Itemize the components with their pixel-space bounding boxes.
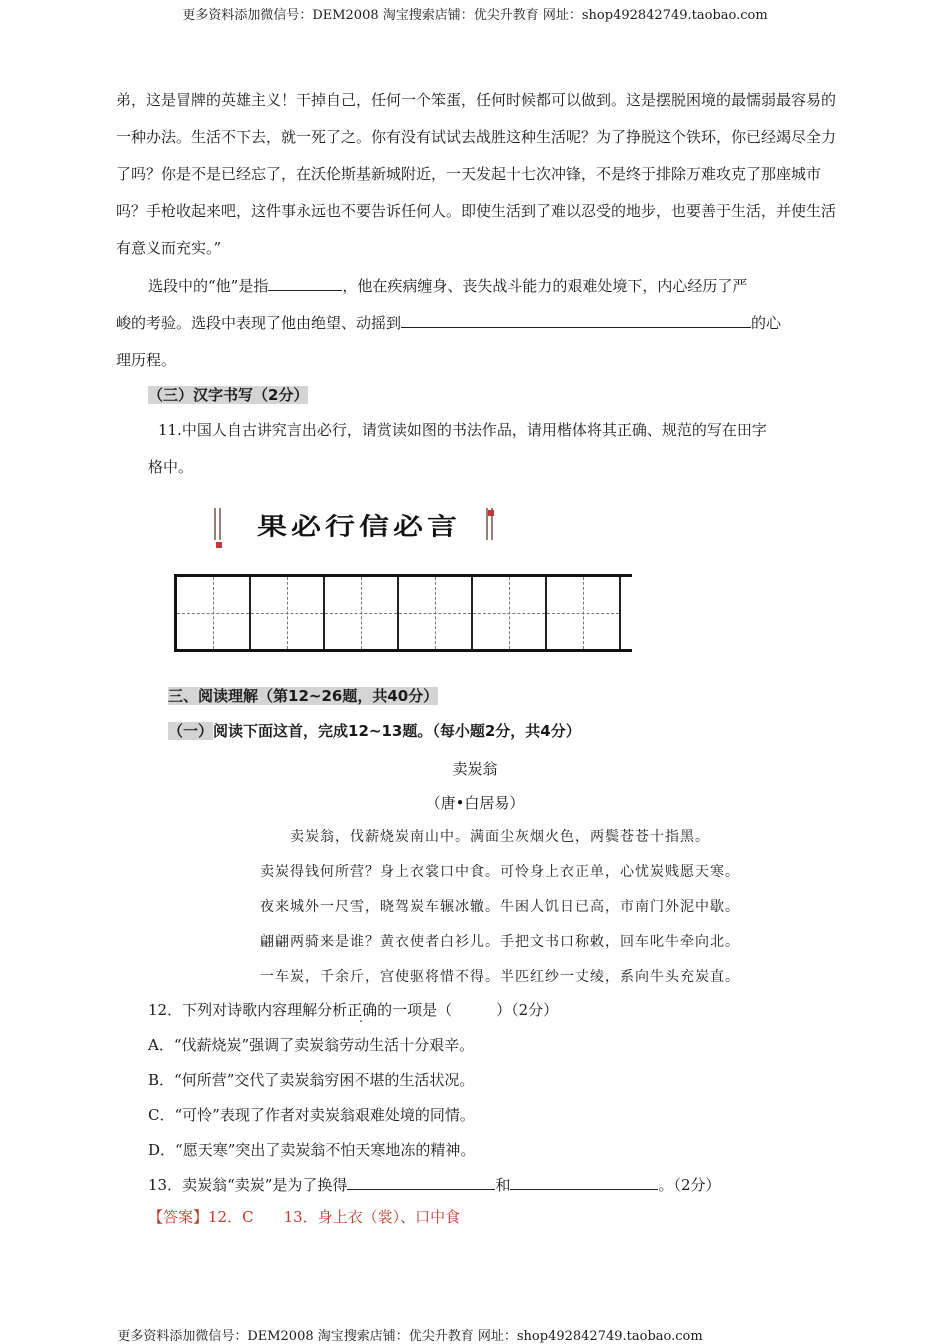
tianzige-cell[interactable] [325,577,399,649]
page-header: 更多资料添加微信号：DEM2008 淘宝搜索店铺：优尖升教育 网址：shop492842749.taobao.com [182,8,768,23]
q10-text-4: 的心 [751,314,782,332]
q12-option-a[interactable]: A．“伐薪烧炭”强调了卖炭翁劳动生活十分艰辛。 [148,1036,475,1054]
q13-blank-2[interactable] [510,1175,658,1190]
q10-text-1: 选段中的“他”是指 [148,277,269,295]
poem-title: 卖炭翁 [452,760,498,778]
question-10-line-1 [148,275,747,296]
q10-blank-2[interactable] [401,313,751,328]
tianzige-cell[interactable] [177,577,251,649]
q13-text-2: 和 [495,1176,511,1194]
page-footer: 更多资料添加微信号：DEM2008 淘宝搜索店铺：优尖升教育 网址：shop492842749.taobao.com [117,1329,703,1344]
question-12-stem [148,999,558,1020]
poem-line: 夜来城外一尺雪，晓驾炭车辗冰辙。牛困人饥日已高，市南门外泥中歇。 [260,899,740,915]
poem-author: （唐•白居易） [425,794,525,812]
q12-emphasis: 正确 [347,1001,378,1019]
seal-stamp-left [216,542,222,548]
poem-line: 卖炭翁，伐薪烧炭南山中。满面尘灰烟火色，两鬓苍苍十指黑。 [290,829,710,845]
part-3-label: 三、阅读理解（第12~26题，共40分） [168,687,439,705]
tianzige-cell[interactable] [473,577,547,649]
section-3-heading [148,384,308,405]
question-11-line-1: 11.中国人自古讲究言出必行，请赏读如图的书法作品，请用楷体将其正确、规范的写在田字 [158,421,767,439]
poem-line: 翩翩两骑来是谁？黄衣使者白衫儿。手把文书口称敕，回车叱牛牵向北。 [260,934,740,950]
tianzige-cell[interactable] [399,577,473,649]
q12-option-b[interactable]: B．“何所营”交代了卖炭翁穷困不堪的生活状况。 [148,1071,475,1089]
tianzige-cell[interactable] [547,577,621,649]
question-10-line-2 [116,312,781,333]
question-10-line-3: 理历程。 [116,351,177,369]
part-3-heading [168,685,438,706]
seal-stamp-right [488,510,494,516]
q13-text-1: 13．卖炭翁“卖炭”是为了换得 [148,1176,348,1194]
subsection-1-text: 阅读下面这首，完成12~13题。（每小题2分，共4分） [213,722,581,740]
subsection-1-label: （一） [168,722,214,740]
subsection-1-heading [168,720,581,741]
q13-blank-1[interactable] [347,1175,495,1190]
q10-text-3: 峻的考验。选段中表现了他由绝望、动摇到 [116,314,402,332]
poem-line: 卖炭得钱何所营？身上衣裳口中食。可怜身上衣正单，心忧炭贱愿天寒。 [260,864,740,880]
q13-text-3: 。（2分） [658,1176,721,1194]
q10-text-2: ，他在疾病缠身、丧失战斗能力的艰难处境下，内心经历了严 [342,277,748,295]
q10-blank-1[interactable] [268,276,342,291]
section-3-label: （三）汉字书写（2分） [148,386,309,404]
passage-text: 弟，这是冒牌的英雄主义！干掉自己，任何一个笨蛋，任何时候都可以做到。这是摆脱困境的最懦弱最容易的一种办法。生活不下去，就一死了之。你有没有试试去战胜这种生活呢？为了挣脱这个铁环，你已经竭尽全力了吗？你是不是已经忘了，在沃伦斯基新城附近，一天发起十七次冲锋，不是终于排除万难攻克了那座城市吗？手枪收起来吧，这件事永远也不要告诉任何人。即使生活到了难以忍受的地步，也要善于生活，并使生活有意义而充实。” [116,91,837,257]
tianzige-cell[interactable] [251,577,325,649]
q12-option-c[interactable]: C．“可怜”表现了作者对卖炭翁艰难处境的同情。 [148,1106,475,1124]
q12-stem-c: 的一项是（ [377,1001,453,1019]
q12-stem-d: ）（2分） [496,1001,559,1019]
tianzige-writing-grid[interactable] [174,574,632,652]
q12-stem-a: 12．下列对诗歌内容理解分析 [148,1001,348,1019]
question-13 [148,1174,721,1195]
calligraphy-text: 果必行信必言 [257,512,461,541]
calligraphy-left-inscription [214,508,228,544]
poem-line: 一车炭，千余斤，宫使驱将惜不得。半匹红纱一丈绫，系向牛头充炭直。 [260,969,740,985]
q12-option-d[interactable]: D．“愿天寒”突出了卖炭翁不怕天寒地冻的精神。 [148,1141,476,1159]
answer-key: 【答案】12．C 13．身上衣（裳）、口中食 [148,1208,461,1226]
question-11-line-2: 格中。 [148,458,194,476]
calligraphy-image [210,502,500,547]
